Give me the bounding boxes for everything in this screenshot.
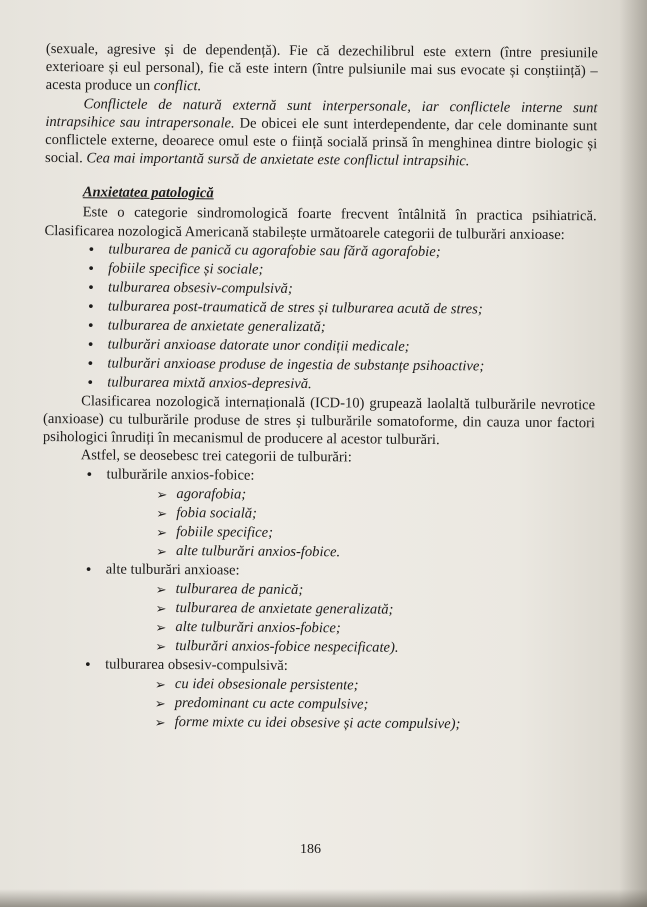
subcategory-item: ➢ forme mixte cu idei obsesive și acte compulsive); xyxy=(155,713,593,735)
page-text xyxy=(41,40,598,735)
icd-categories-list xyxy=(41,465,595,735)
three-categories-paragraph: Astfel, se deosebesc trei categorii de tulburări: xyxy=(80,447,352,466)
category-item xyxy=(85,655,594,735)
conflict-text: De obicei ele sunt interdependente, dar cele dominante sunt conflictele externe, deoarece omul este o ființă socială prinsă în menghinea dintre biologic și social. xyxy=(45,115,598,167)
conflict-conclusion: Cea mai importantă sursă de anxietate este conflictul intrapsihic. xyxy=(86,150,470,170)
conflict-definition: Conflictele de natură externă sunt interpersonale, iar conflictele interne sunt intrapsihice sau intrapersonale. xyxy=(45,95,598,132)
subcategory-item: ➢ alte tulburări anxios-fobice. xyxy=(156,542,594,564)
icd-paragraph: Clasificarea nozologică internațională (ICD-10) grupează laolaltă tulburările nevrotice (anxioase) cu tulburările produse de stres și tulburările somatoforme, din cauza unor factori psihologici înrudiți în mecanismul de producere al acestor tulburări. xyxy=(42,393,596,449)
subcategory-item: ➢ tulburarea de anxietate generalizată; xyxy=(155,599,593,621)
subcategory-list xyxy=(105,674,593,735)
intro-emphasis: conflict. xyxy=(153,78,202,95)
subcategory-list xyxy=(105,579,594,659)
subcategory-item: ➢ alte tulburări anxios-fobice; xyxy=(155,618,593,640)
subcategory-item: ➢ tulburări anxios-fobice nespecificate). xyxy=(155,637,593,659)
page-shadow xyxy=(619,0,647,907)
subcategory-item: ➢ tulburarea de panică; xyxy=(156,580,594,602)
category-item xyxy=(85,560,594,659)
section-title: Anxietatea patologică xyxy=(82,184,214,202)
list-item: • tulburări anxioase produse de ingestia de substanțe psihoactive; xyxy=(87,354,595,377)
conflict-paragraph xyxy=(45,95,598,172)
list-item: • tulburarea mixtă anxios-depresivă. xyxy=(87,373,595,396)
category-intro-paragraph: Este o categorie sindromologică foarte frecvent întâlnită în practica psihiatrică. Clasificarea nozologică Americană stabilește următoarele categorii de tulburări anxioase: xyxy=(44,204,597,243)
subcategory-item: ➢ cu idei obsesionale persistente; xyxy=(155,675,593,697)
subcategory-list xyxy=(106,484,595,564)
subcategory-item: ➢ fobia socială; xyxy=(156,504,594,526)
intro-paragraph xyxy=(46,40,598,99)
list-item: • tulburări anxioase datorate unor condiții medicale; xyxy=(88,335,596,358)
list-item: • fobiile specifice și sociale; xyxy=(88,259,596,282)
list-item: • tulburarea obsesiv-compulsivă; xyxy=(88,278,596,301)
list-item: • tulburarea de anxietate generalizată; xyxy=(88,316,596,339)
subcategory-item: ➢ predominant cu acte compulsive; xyxy=(155,694,593,716)
intro-text: (sexuale, agresive și de dependență). Fie că dezechilibrul este extern (între presiunile exterioare și eul personal), fie că este intern (între pulsiunile mai sus evocate și conștiință) – acesta produce un xyxy=(45,40,598,95)
category-label: tulburarea obsesiv-compulsivă: xyxy=(105,656,288,674)
american-classification-list xyxy=(43,240,596,396)
category-label: tulburările anxios-fobice: xyxy=(106,466,255,484)
category-label: alte tulburări anxioase: xyxy=(105,561,240,579)
subcategory-item: ➢ fobiile specifice; xyxy=(156,523,594,545)
page-bottom-edge xyxy=(0,889,647,907)
list-item: • tulburarea de panică cu agorafobie sau fără agorafobie; xyxy=(88,240,596,263)
page-number: 186 xyxy=(300,842,321,857)
subcategory-item: ➢ agorafobia; xyxy=(156,485,594,507)
category-item xyxy=(86,465,595,564)
list-item: • tulburarea post-traumatică de stres și tulburarea acută de stres; xyxy=(88,297,596,320)
